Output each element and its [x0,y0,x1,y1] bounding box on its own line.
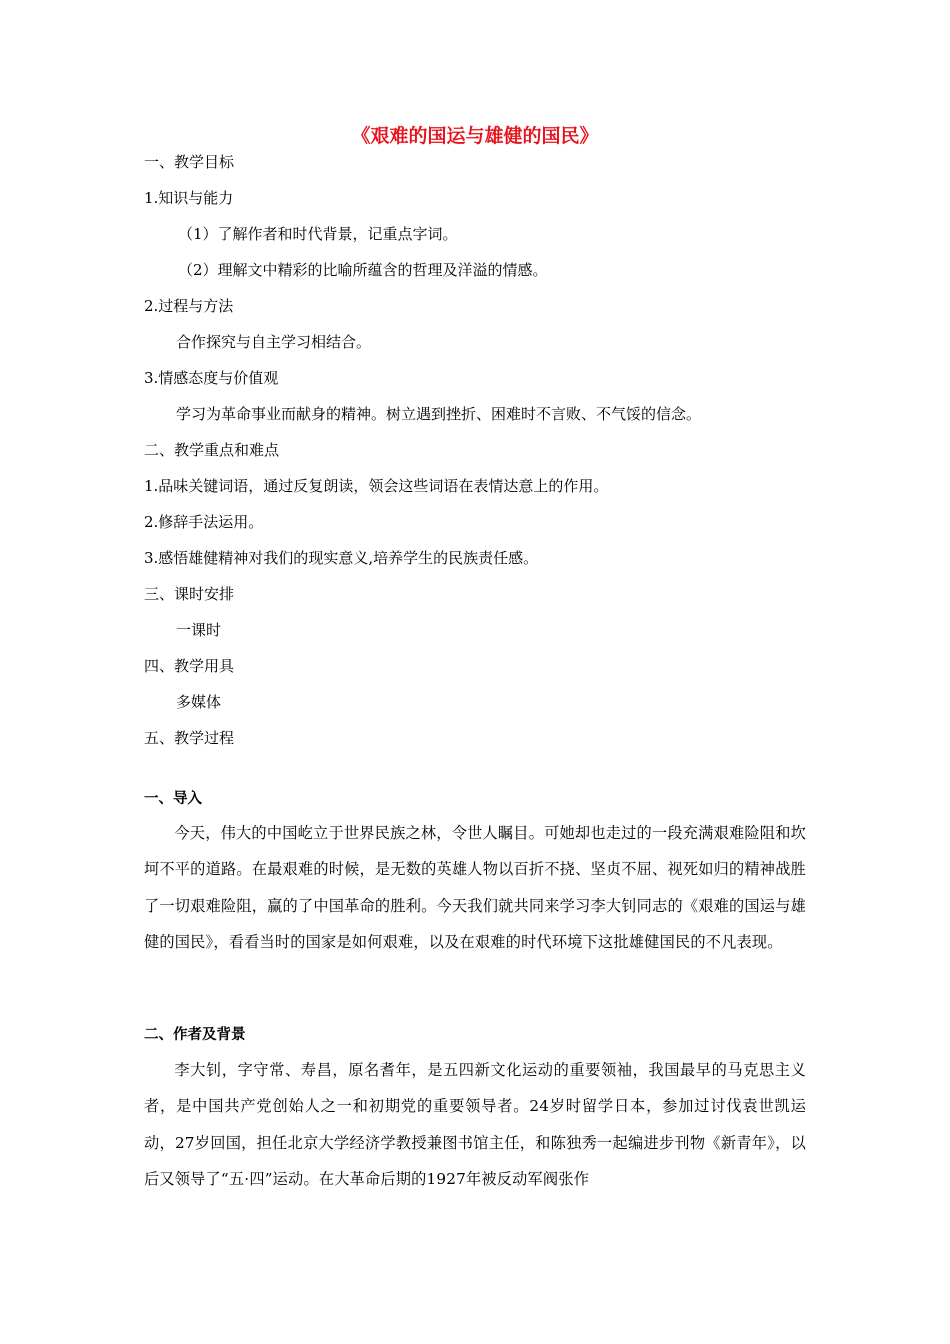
key-point-1: 1.品味关键词语，通过反复朗读，领会这些词语在表情达意上的作用。 [144,477,609,495]
emotion-text: 学习为革命事业而献身的精神。树立遇到挫折、困难时不言败、不气馁的信念。 [176,405,702,423]
author-heading: 二、作者及背景 [144,1027,246,1043]
tools-text: 多媒体 [176,693,222,711]
section-heading-schedule: 三、课时安排 [144,585,235,603]
schedule-text: 一课时 [176,621,222,639]
intro-heading: 一、导入 [144,791,202,807]
process-text: 合作探究与自主学习相结合。 [176,333,372,351]
key-point-3: 3.感悟雄健精神对我们的现实意义,培养学生的民族责任感。 [144,549,539,567]
author-paragraph: 李大钊，字守常、寿昌，原名耆年，是五四新文化运动的重要领袖，我国最早的马克思主义者，是中国共产党创始人之一和初期党的重要领导者。24岁时留学日本，参加过讨伐袁世凯运动，27岁回国，担任北京大学经济学教授兼图书馆主任，和陈独秀一起编进步刊物《新青年》，以后又领导了“五·四”运动。在大革命后期的1927年被反动军阀张作 [144,1061,806,1188]
subheading-process: 2.过程与方法 [144,297,234,315]
subheading-emotion: 3.情感态度与价值观 [144,369,279,387]
key-point-2: 2.修辞手法运用。 [144,513,264,531]
intro-paragraph: 今天，伟大的中国屹立于世界民族之林，令世人瞩目。可她却也走过的一段充满艰难险阻和坎坷不平的道路。在最艰难的时候，是无数的英雄人物以百折不挠、坚贞不屈、视死如归的精神战胜了一切艰难险阻，赢的了中国革命的胜利。今天我们就共同来学习李大钊同志的《艰难的国运与雄健的国民》，看看当时的国家是如何艰难，以及在艰难的时代环境下这批雄健国民的不凡表现。 [144,824,806,951]
knowledge-item-1: （1）了解作者和时代背景，记重点字词。 [178,225,458,243]
section-heading-tools: 四、教学用具 [144,657,235,675]
section-heading-process: 五、教学过程 [144,729,235,747]
section-heading-goals: 一、教学目标 [144,153,235,171]
section-heading-key-points: 二、教学重点和难点 [144,441,280,459]
subheading-knowledge: 1.知识与能力 [144,189,234,207]
page-title: 《艰难的国运与雄健的国民》 [351,125,599,147]
knowledge-item-2: （2）理解文中精彩的比喻所蕴含的哲理及洋溢的情感。 [178,261,548,279]
